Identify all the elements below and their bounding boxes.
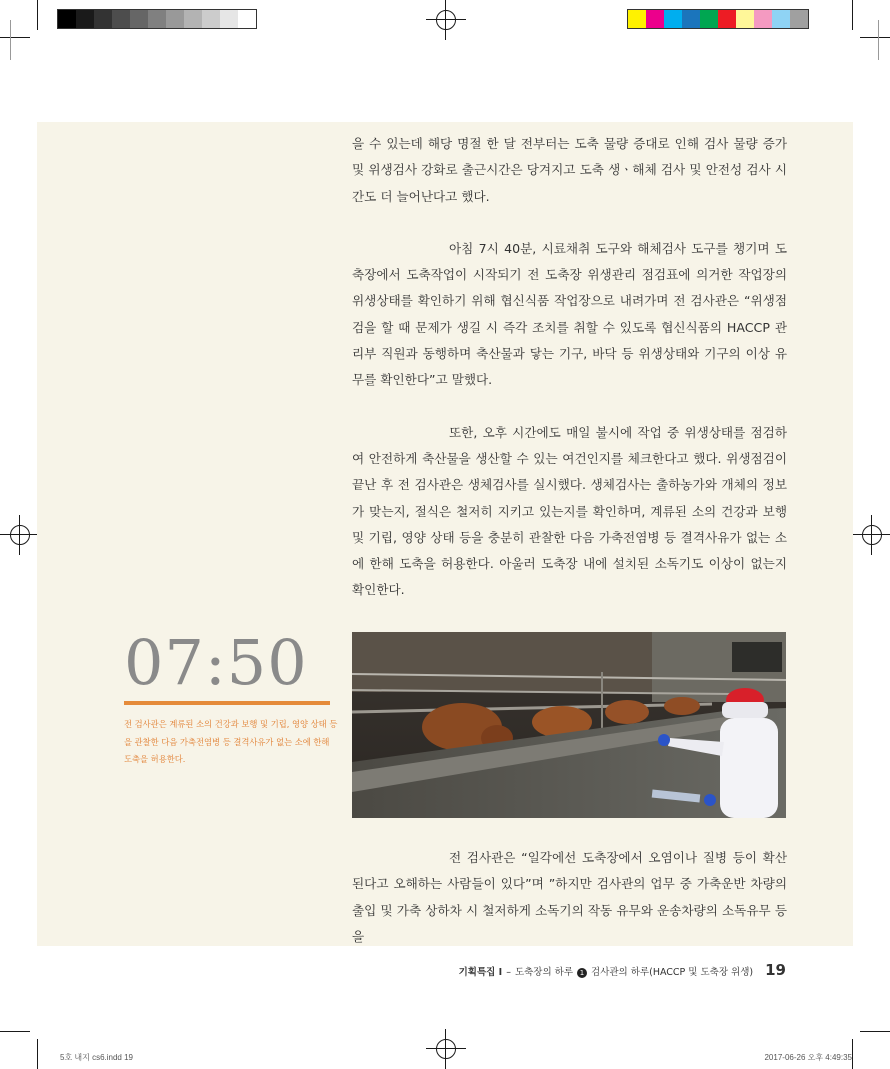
- footer-series: 도축장의 하루: [514, 967, 574, 978]
- process-swatch: [628, 10, 646, 28]
- grayscale-swatch: [94, 10, 112, 28]
- slug-timestamp: 2017-06-26 오후 4:49:35: [764, 1053, 852, 1062]
- grayscale-swatch: [184, 10, 202, 28]
- process-swatch: [664, 10, 682, 28]
- registration-mark-top: [426, 0, 466, 40]
- article-body-top: [352, 131, 787, 604]
- grayscale-swatch: [148, 10, 166, 28]
- process-swatch: [790, 10, 808, 28]
- process-color-bar: [627, 9, 809, 29]
- registration-mark-bottom: [426, 1029, 466, 1069]
- time-underline: [124, 701, 330, 705]
- grayscale-swatch: [76, 10, 94, 28]
- footer-subtitle: 검사관의 하루(HACCP 및 도축장 위생): [591, 967, 754, 978]
- grayscale-swatch: [112, 10, 130, 28]
- process-swatch: [736, 10, 754, 28]
- process-swatch: [772, 10, 790, 28]
- registration-mark-right: [852, 515, 890, 555]
- process-swatch: [700, 10, 718, 28]
- process-swatch: [718, 10, 736, 28]
- cattle-pen-illustration: [352, 632, 786, 818]
- article-paragraph: 또한, 오후 시간에도 매일 불시에 작업 중 위생상태를 점검하여 안전하게 축산물을 생산할 수 있는 여건인지를 체크한다고 했다. 위생점검이 끝난 후 전 검사관은 생체검사를 실시했다. 생체검사는 출하농가와 개체의 정보가 맞는지, 절식은 철저히 지키고 있는지를 확인하며, 계류된 소의 건강과 보행 및 기립, 영양 상태 등을 충분히 관찰한 다음 가축전염병 등 결격사유가 없는 소에 한해 도축을 허용한다. 아울러 도축장 내에 설치된 소독기도 이상이 없는지 확인한다.: [352, 424, 787, 598]
- footer-dash: –: [506, 967, 511, 978]
- running-footer: [459, 961, 786, 979]
- footer-number-badge: 1: [577, 968, 587, 978]
- grayscale-swatch: [202, 10, 220, 28]
- article-paragraph: 전 검사관은 “일각에선 도축장에서 오염이나 질병 등이 확산된다고 오해하는 사람들이 있다”며 ”하지만 검사관의 업무 중 가축운반 차량의 출입 및 가축 상하차 시 철저하게 소독기의 작동 유무와 운송차량의 소독유무 등을: [352, 850, 787, 944]
- footer-section: 기획특집 I: [458, 967, 503, 978]
- grayscale-swatch: [58, 10, 76, 28]
- article-paragraph: 아침 7시 40분, 시료채취 도구와 해체검사 도구를 챙기며 도축장에서 도축작업이 시작되기 전 도축장 위생관리 점검표에 의거한 작업장의 위생상태를 확인하기 위해 협신식품 작업장으로 내려가며 전 검사관은 “위생점검을 할 때 문제가 생길 시 즉각 조치를 취할 수 있도록 협신식품의 HACCP 관리부 직원과 동행하며 축산물과 닿는 기구, 바닥 등 위생상태와 기구의 이상 유무를 확인한다”고 말했다.: [352, 240, 787, 388]
- process-swatch: [682, 10, 700, 28]
- grayscale-swatch: [220, 10, 238, 28]
- process-swatch: [646, 10, 664, 28]
- article-paragraph: 을 수 있는데 해당 명절 한 달 전부터는 도축 물량 증대로 인해 검사 물량 증가 및 위생검사 강화로 출근시간은 당겨지고 도축 생ㆍ해체 검사 및 안전성 검사 시간도 더 늘어난다고 했다.: [352, 136, 787, 204]
- article-body-bottom: [352, 845, 787, 950]
- slug-filename: 5호 내지 cs6.indd 19: [60, 1053, 133, 1062]
- grayscale-swatch: [238, 10, 256, 28]
- photo-caption: 전 검사관은 계류된 소의 건강과 보행 및 기립, 영양 상태 등을 관찰한 다음 가축전염병 등 결격사유가 없는 소에 한해 도축을 허용한다.: [124, 719, 338, 764]
- grayscale-color-bar: [57, 9, 257, 29]
- page-number: 19: [765, 961, 786, 979]
- inspection-photo: [352, 632, 786, 818]
- time-heading: 07:50: [124, 626, 308, 699]
- grayscale-swatch: [166, 10, 184, 28]
- process-swatch: [754, 10, 772, 28]
- registration-mark-left: [0, 515, 40, 555]
- grayscale-swatch: [130, 10, 148, 28]
